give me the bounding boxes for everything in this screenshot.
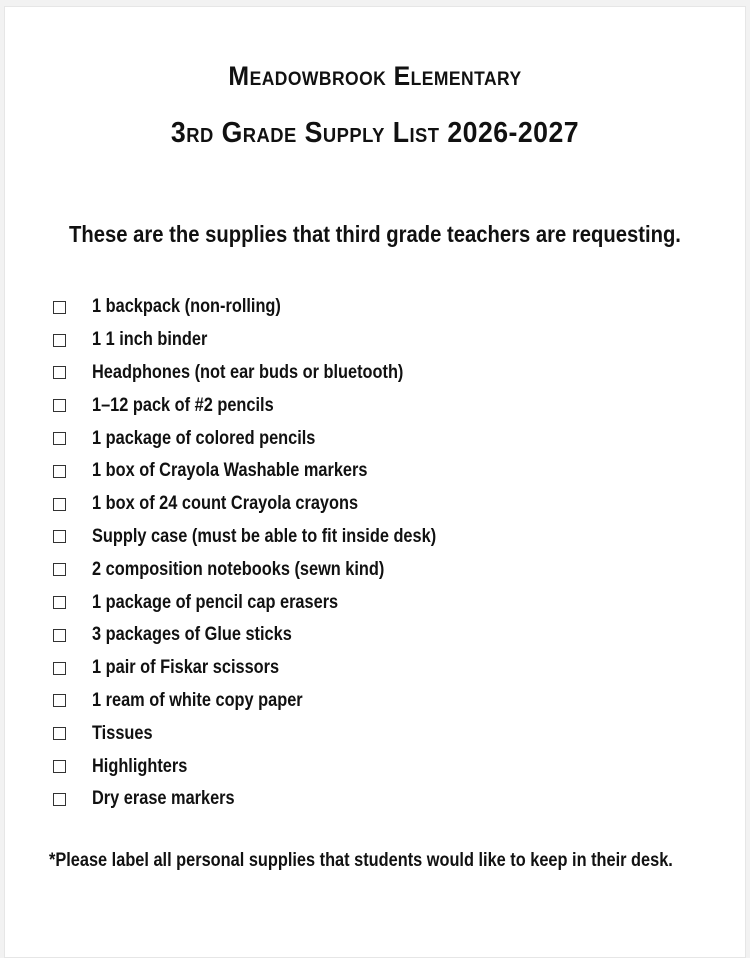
supply-item [53, 357, 492, 390]
footnote: *Please label all personal supplies that students would like to keep in their desk. [49, 850, 673, 871]
supply-label: 1 package of colored pencils [92, 427, 316, 449]
supply-item [53, 553, 492, 586]
supply-label: 1 box of 24 count Crayola crayons [92, 493, 359, 515]
checkbox[interactable] [53, 465, 66, 478]
supply-label: Tissues [92, 722, 153, 744]
checkbox[interactable] [53, 301, 66, 314]
supply-item [53, 717, 492, 750]
supply-list [53, 291, 492, 816]
supply-label: 2 composition notebooks (sewn kind) [92, 558, 385, 580]
checkbox[interactable] [53, 694, 66, 707]
supply-label: 1 ream of white copy paper [92, 689, 303, 711]
supply-item [53, 455, 492, 488]
supply-item [53, 389, 492, 422]
supply-item [53, 521, 492, 554]
supply-label: Highlighters [92, 755, 188, 777]
checkbox[interactable] [53, 727, 66, 740]
checkbox[interactable] [53, 629, 66, 642]
checkbox[interactable] [53, 662, 66, 675]
checkbox[interactable] [53, 432, 66, 445]
checkbox[interactable] [53, 498, 66, 511]
supply-item [53, 685, 492, 718]
supply-item [53, 586, 492, 619]
supply-label: 1–12 pack of #2 pencils [92, 394, 274, 416]
supply-item [53, 750, 492, 783]
supply-label: 1 backpack (non-rolling) [92, 296, 281, 318]
checkbox[interactable] [53, 366, 66, 379]
supply-label: Supply case (must be able to fit inside desk) [92, 525, 437, 547]
supply-label: 1 package of pencil cap erasers [92, 591, 339, 613]
document-page [4, 6, 746, 958]
supply-label: Dry erase markers [92, 788, 235, 810]
school-name: Meadowbrook Elementary [228, 61, 522, 91]
supply-item [53, 422, 492, 455]
checkbox[interactable] [53, 530, 66, 543]
supply-label: 1 box of Crayola Washable markers [92, 460, 368, 482]
checkbox[interactable] [53, 563, 66, 576]
checkbox[interactable] [53, 596, 66, 609]
supply-item [53, 783, 492, 816]
supply-label: 1 1 inch binder [92, 329, 208, 351]
supply-item [53, 652, 492, 685]
checkbox[interactable] [53, 399, 66, 412]
supply-item [53, 488, 492, 521]
supply-label: 3 packages of Glue sticks [92, 624, 292, 646]
supply-item [53, 291, 492, 324]
supply-item [53, 324, 492, 357]
checkbox[interactable] [53, 334, 66, 347]
checkbox[interactable] [53, 793, 66, 806]
intro-text: These are the supplies that third grade teachers are requesting. [69, 221, 681, 247]
supply-label: Headphones (not ear buds or bluetooth) [92, 361, 404, 383]
supply-item [53, 619, 492, 652]
supply-label: 1 pair of Fiskar scissors [92, 657, 280, 679]
checkbox[interactable] [53, 760, 66, 773]
list-title: 3rd Grade Supply List 2026-2027 [170, 117, 580, 149]
